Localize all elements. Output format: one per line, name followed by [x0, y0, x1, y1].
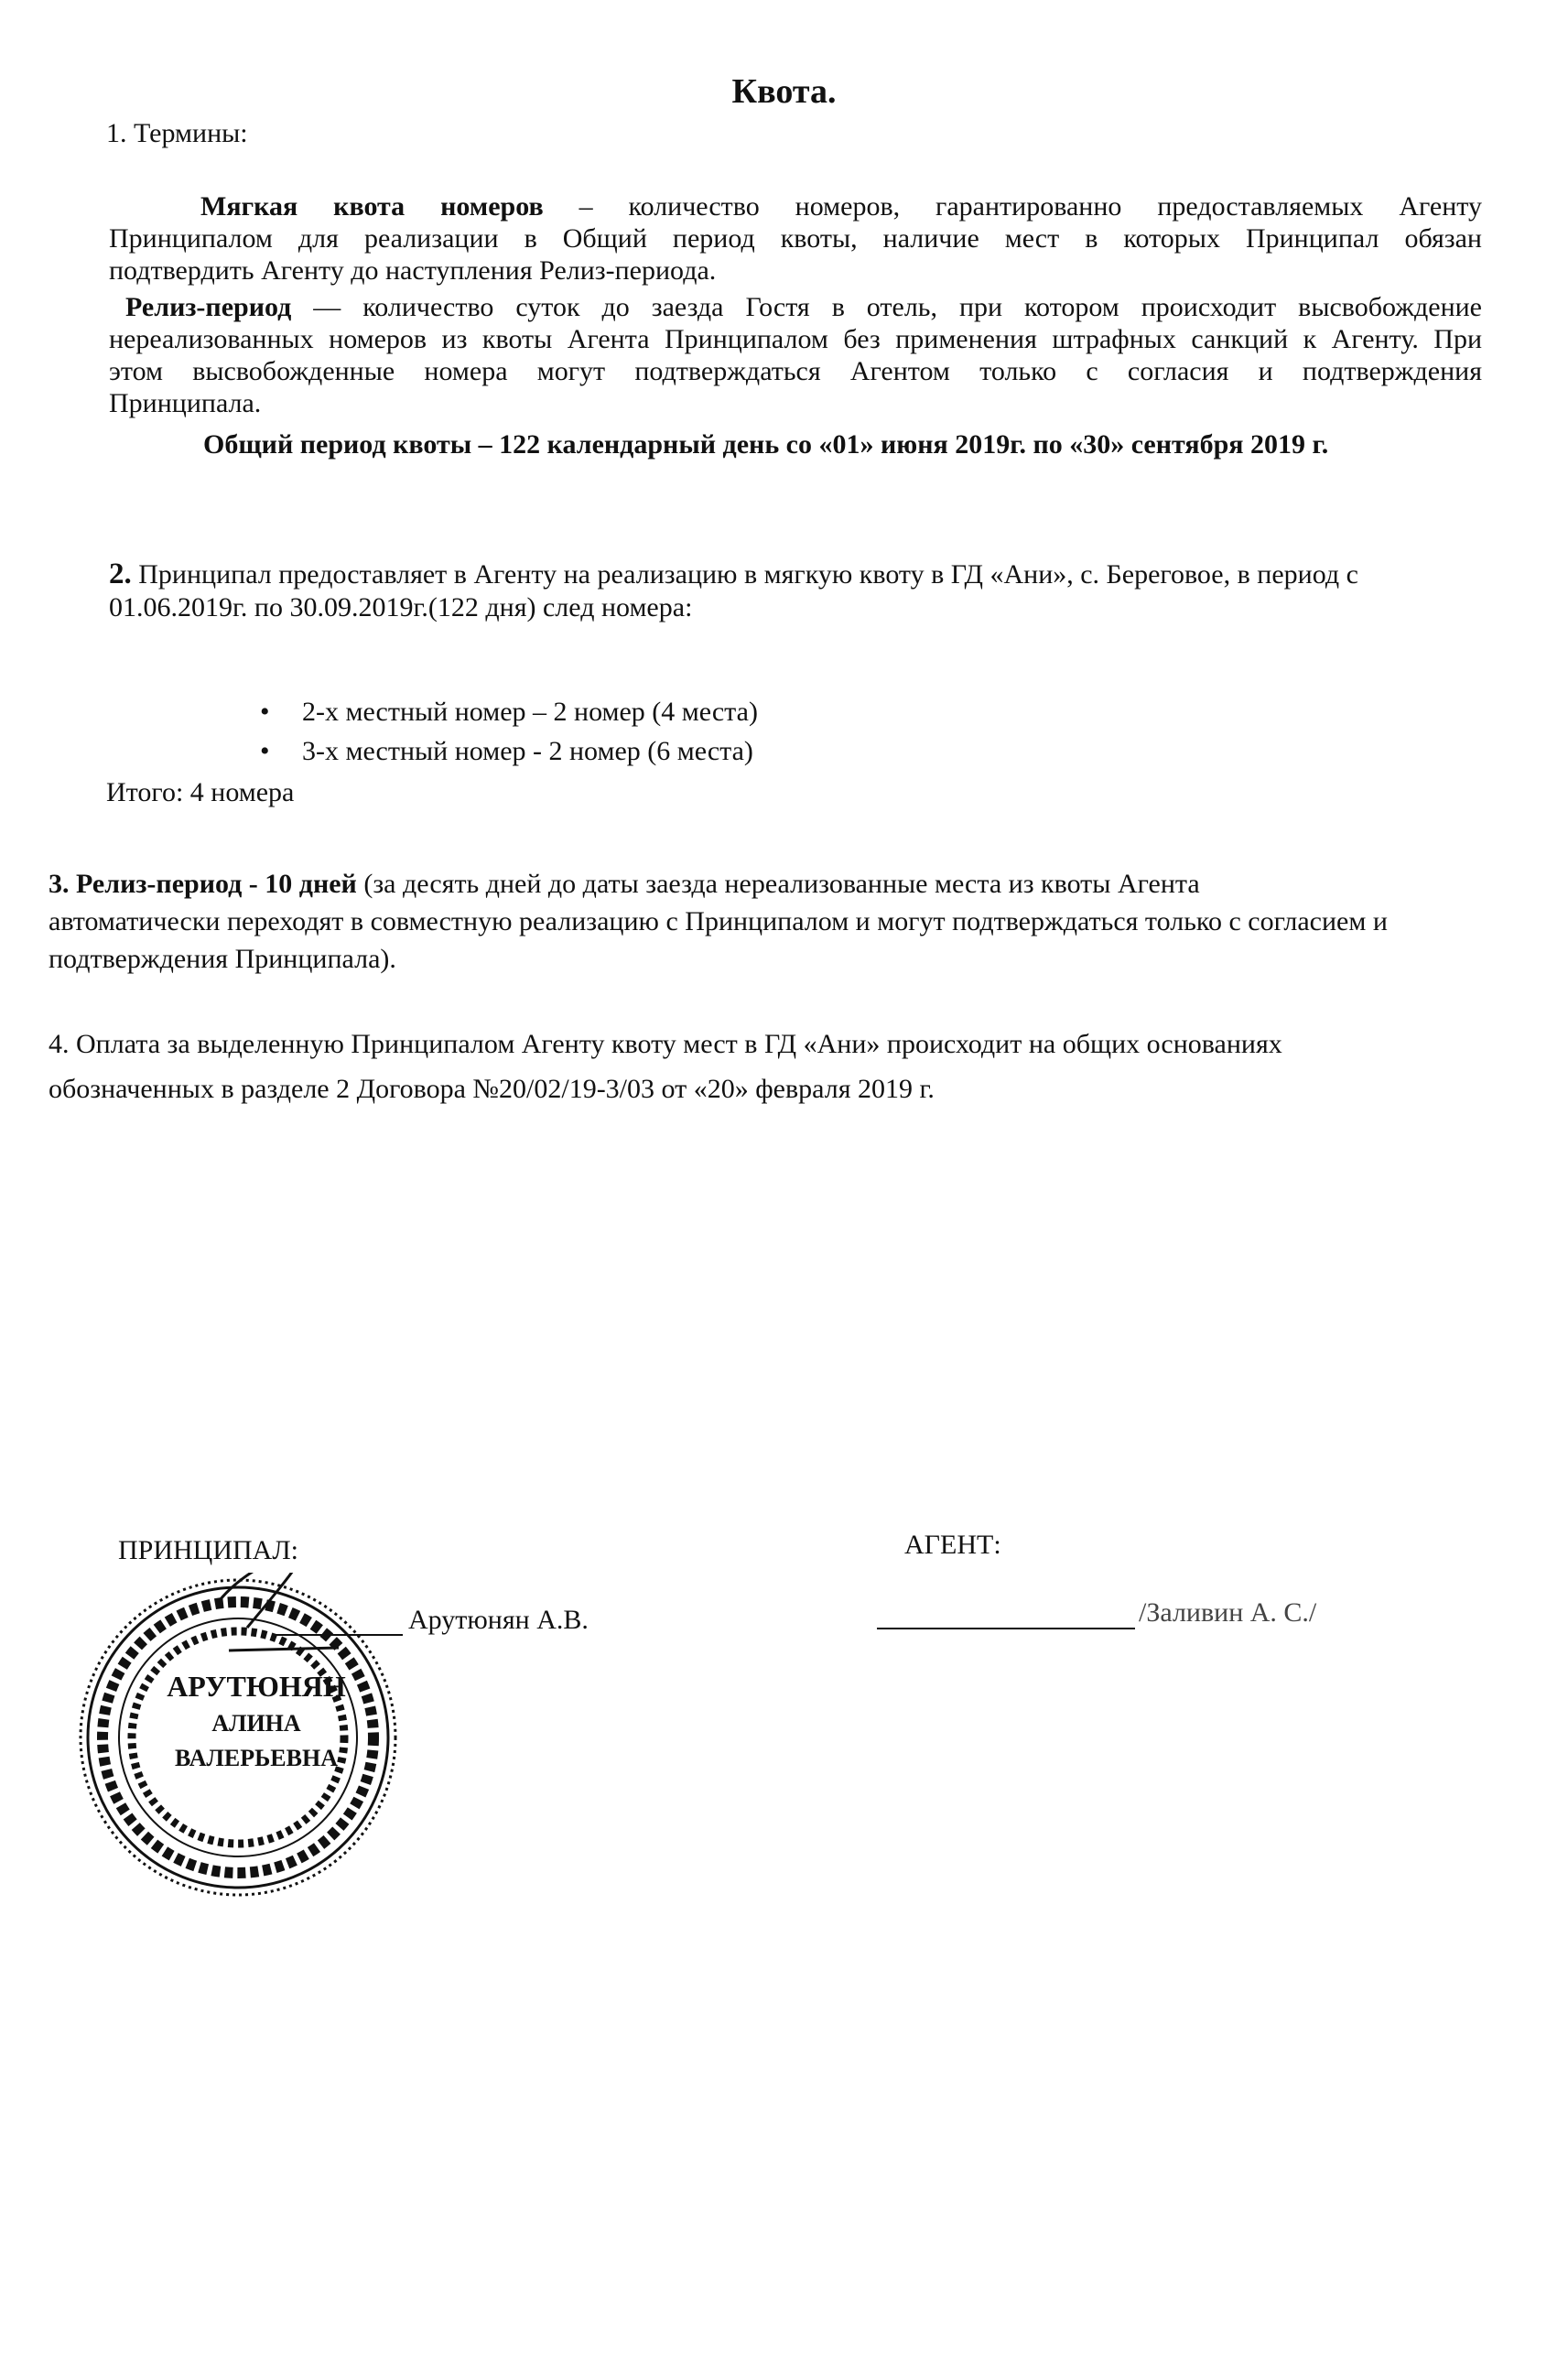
principal-label: ПРИНЦИПАЛ: [118, 1535, 299, 1565]
stamp-name: АРУТЮНЯН [167, 1670, 346, 1703]
room-list [260, 696, 758, 774]
principal-name: Арутюнян А.В. [408, 1605, 589, 1635]
stamp-name: АЛИНА [211, 1710, 301, 1737]
text-line: Принципала. [109, 388, 262, 418]
section-3 [49, 865, 1388, 978]
text-line: — количество суток до заезда Гостя в отель, при котором происходит высвобождение [291, 292, 1482, 322]
term-release-period-name: Релиз-период [125, 292, 292, 322]
text-line: Принципал предоставляет в Агенту на реализацию в мягкую квоту в ГД «Ани», с. Береговое, в период с [131, 559, 1358, 590]
text-line: 4. Оплата за выделенную Принципалом Агенту квоту мест в ГД «Ани» происходит на общих основаниях [49, 1029, 1282, 1059]
agent-label: АГЕНТ: [904, 1530, 1001, 1560]
rooms-total: Итого: 4 номера [106, 777, 295, 807]
text-line: Принципалом для реализации в Общий период квоты, наличие мест в которых Принципал обязан [109, 223, 1482, 254]
text-line: обозначенных в разделе 2 Договора №20/02/19-3/03 от «20» февраля 2019 г. [49, 1074, 935, 1104]
list-item [260, 735, 758, 774]
term-soft-quota [109, 190, 1482, 287]
stamp-name-block [137, 1666, 375, 1776]
text-line: этом высвобожденные номера могут подтверждаться Агентом только с согласия и подтверждения [109, 356, 1482, 386]
total-quota-period: Общий период квоты – 122 календарный день со «01» июня 2019г. по «30» сентября 2019 г. [203, 429, 1329, 460]
section-2 [109, 557, 1358, 623]
text-line: автоматически переходят в совместную реализацию с Принципалом и могут подтверждаться только с согласием и [49, 906, 1388, 936]
term-release-period [109, 291, 1482, 419]
text-line: 01.06.2019г. по 30.09.2019г.(122 дня) след номера: [109, 592, 693, 622]
text-line: нереализованных номеров из квоты Агента Принципалом без применения штрафных санкций к Агенту. При [109, 324, 1482, 354]
text-line: подтвердить Агенту до наступления Релиз-периода. [109, 255, 717, 286]
list-item-text: 2-х местный номер – 2 номер (4 места) [302, 697, 758, 727]
agent-name: /Заливин А. С./ [1139, 1597, 1317, 1628]
document-title: Квота. [731, 72, 837, 111]
section-3-heading: 3. Релиз-период - 10 дней [49, 869, 357, 899]
section-2-number: 2. [109, 557, 132, 590]
bullet-icon: • [260, 697, 270, 727]
stamp-name: ВАЛЕРЬЕВНА [175, 1745, 338, 1771]
text-line: (за десять дней до даты заезда нереализованные места из квоты Агента [356, 869, 1200, 899]
list-item-text: 3-х местный номер - 2 номер (6 места) [302, 736, 753, 766]
term-soft-quota-name: Мягкая квота номеров [200, 191, 544, 222]
section-4 [49, 1022, 1282, 1111]
bullet-icon: • [260, 736, 270, 766]
text-line: – количество номеров, гарантированно предоставляемых Агенту [543, 191, 1483, 222]
text-line: подтверждения Принципала). [49, 944, 396, 974]
section-1-heading: 1. Термины: [106, 118, 248, 148]
agent-signature-line [877, 1628, 1135, 1629]
list-item [260, 696, 758, 735]
